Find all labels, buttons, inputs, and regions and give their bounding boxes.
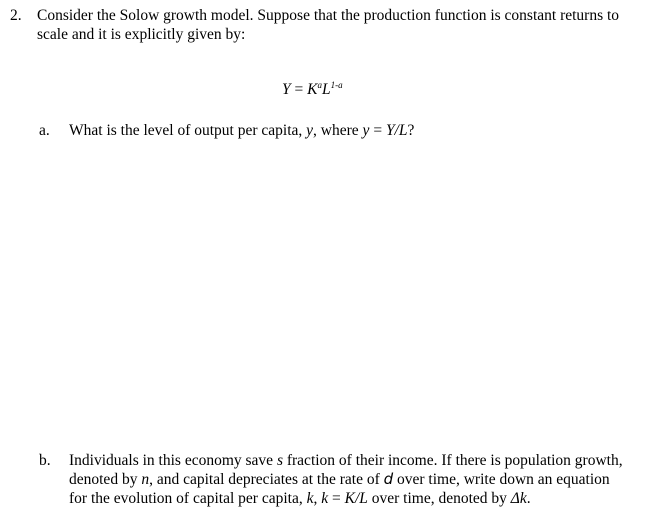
- eq-output-symbol: Y: [282, 81, 291, 98]
- eq-capital-exponent: a: [317, 80, 322, 90]
- question-number: 2.: [10, 7, 22, 24]
- eq-labor-exponent: 1-a: [330, 80, 343, 90]
- part-a-label: a.: [39, 122, 50, 139]
- question-intro: Consider the Solow growth model. Suppose that the production function is constant returns to scale and it is explicitly given by:: [37, 7, 620, 43]
- part-a-question: What is the level of output per capita, y, where y = Y/L?: [69, 122, 415, 139]
- production-function-equation: [282, 80, 343, 99]
- eq-equals: =: [290, 81, 308, 98]
- eq-capital-symbol: K: [307, 81, 318, 98]
- part-b-label: b.: [39, 452, 51, 469]
- part-b-question: Individuals in this economy save s fraction of their income. If there is population growth, denoted by n, and capital depreciates at the rate of d over time, write down an equation for the evolution of capital per capita, k, k = K/L over time, denoted by Δk.: [69, 452, 623, 507]
- eq-labor-symbol: L: [321, 81, 331, 98]
- depreciation-symbol: d: [383, 470, 394, 488]
